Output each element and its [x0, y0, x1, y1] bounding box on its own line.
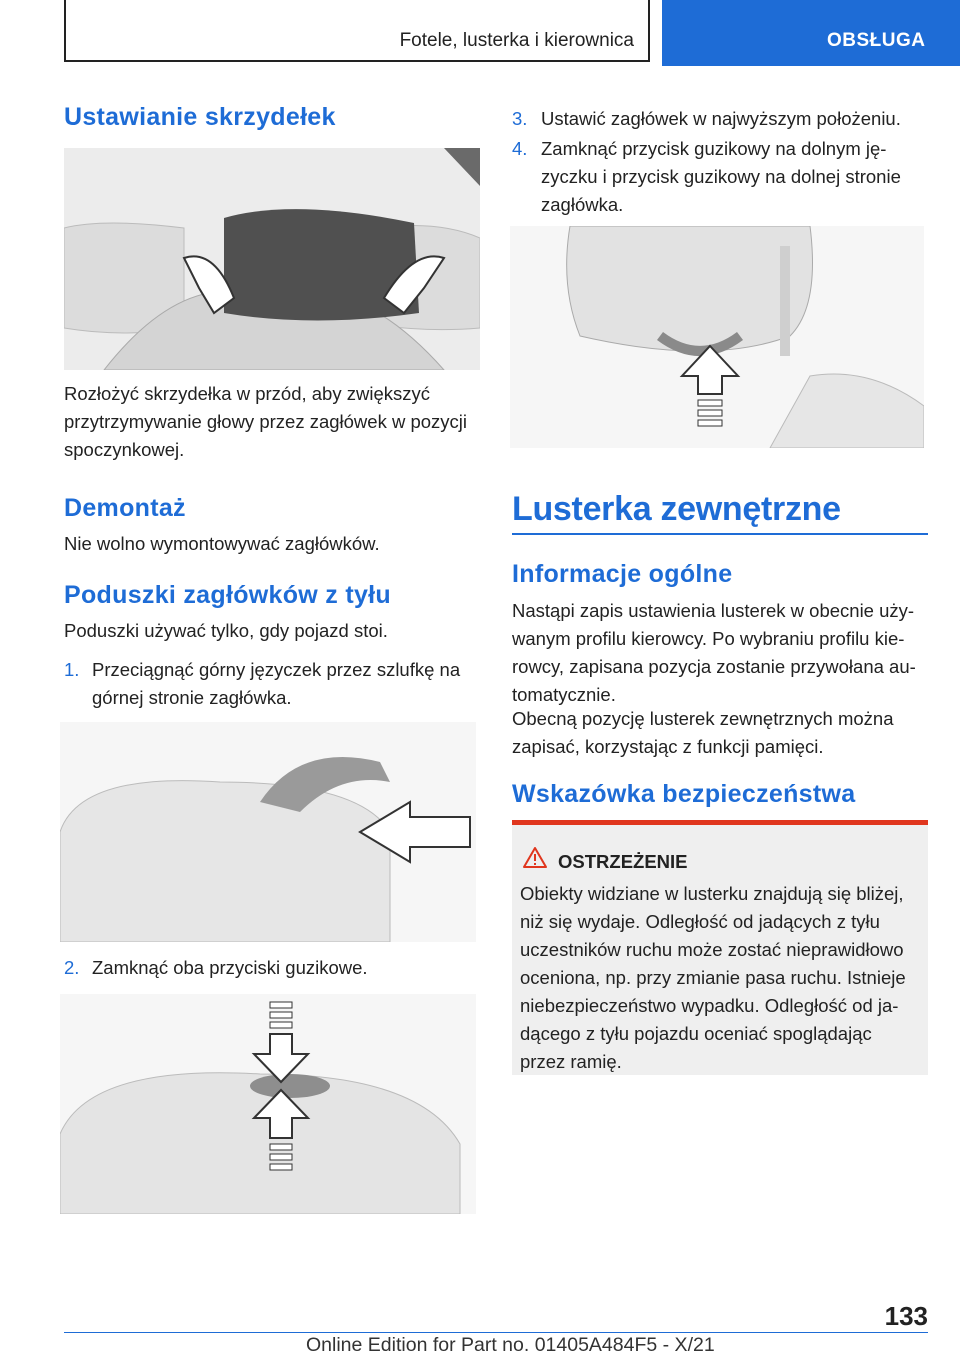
step-3-text: Ustawić zagłówek w najwyższym położeniu. — [541, 108, 901, 129]
step-1-number: 1. — [64, 659, 80, 680]
step-2-number: 2. — [64, 957, 80, 978]
cushions-heading: Poduszki zagłówków z tyłu — [64, 581, 391, 609]
snap-buttons-illustration — [60, 994, 476, 1214]
cushion-loop-illustration — [60, 722, 476, 942]
warning-box — [512, 820, 928, 1075]
wings-heading: Ustawianie skrzydełek — [64, 103, 336, 131]
warning-bar — [512, 820, 928, 825]
lower-snap-illustration — [510, 226, 924, 448]
section-title: Fotele, lusterka i kierownica — [399, 30, 634, 51]
warning-triangle-icon — [522, 846, 548, 869]
page-number: 133 — [884, 1301, 928, 1331]
wings-text: Rozłożyć skrzydełka w przód, aby zwiększyć przytrzymywanie głowy przez zagłówek w pozycji spoczynkowej. — [64, 383, 468, 460]
step-2-text: Zamknąć oba przyciski guzikowe. — [92, 957, 368, 978]
step-1-text: Przeciągnąć górny języczek przez szlufkę na górnej stronie zagłówka. — [92, 659, 461, 708]
removal-heading: Demontaż — [64, 494, 186, 522]
warning-text: Obiekty widziane w lusterku znajdują się bliżej, niż się wydaje. Odległość od jadących z tyłu uczestników ruchu może zostać nieprawidłowo oceniona, np. przy zmianie pasa ruchu. Istnieje niebezpieczeństwo wypadku. Odległość od ja-dącego z tyłu pojazdu oceniać spoglądając przez ramię. — [520, 883, 906, 1072]
warning-title: OSTRZEŻENIE — [558, 851, 688, 872]
headrest-wings-illustration — [64, 148, 480, 370]
step-4-number: 4. — [512, 138, 528, 159]
general-heading: Informacje ogólne — [512, 560, 733, 588]
footer-rule — [64, 1332, 928, 1333]
mirrors-heading: Lusterka zewnętrzne — [512, 490, 841, 528]
step-4-text: Zamknąć przycisk guzikowy na dolnym ję-zyczku i przycisk guzikowy na dolnej stronie zagłówka. — [541, 138, 901, 215]
cushions-text: Poduszki używać tylko, gdy pojazd stoi. — [64, 620, 388, 641]
general-paragraph-1: Nastąpi zapis ustawienia lusterek w obecnie uży-wanym profilu kierowcy. Po wybraniu profilu kie-rowcy, zapisana pozycja zostanie przywołana au-tomatycznie. — [512, 600, 916, 705]
section-badge-label: OBSŁUGA — [827, 30, 926, 51]
heading-rule — [512, 533, 928, 535]
step-3-number: 3. — [512, 108, 528, 129]
safety-heading: Wskazówka bezpieczeństwa — [512, 780, 856, 808]
removal-text: Nie wolno wymontowywać zagłówków. — [64, 533, 380, 554]
footer-edition: Online Edition for Part no. 01405A484F5 - X/21 — [306, 1334, 715, 1356]
general-paragraph-2: Obecną pozycję lusterek zewnętrznych można zapisać, korzystając z funkcji pamięci. — [512, 708, 894, 757]
